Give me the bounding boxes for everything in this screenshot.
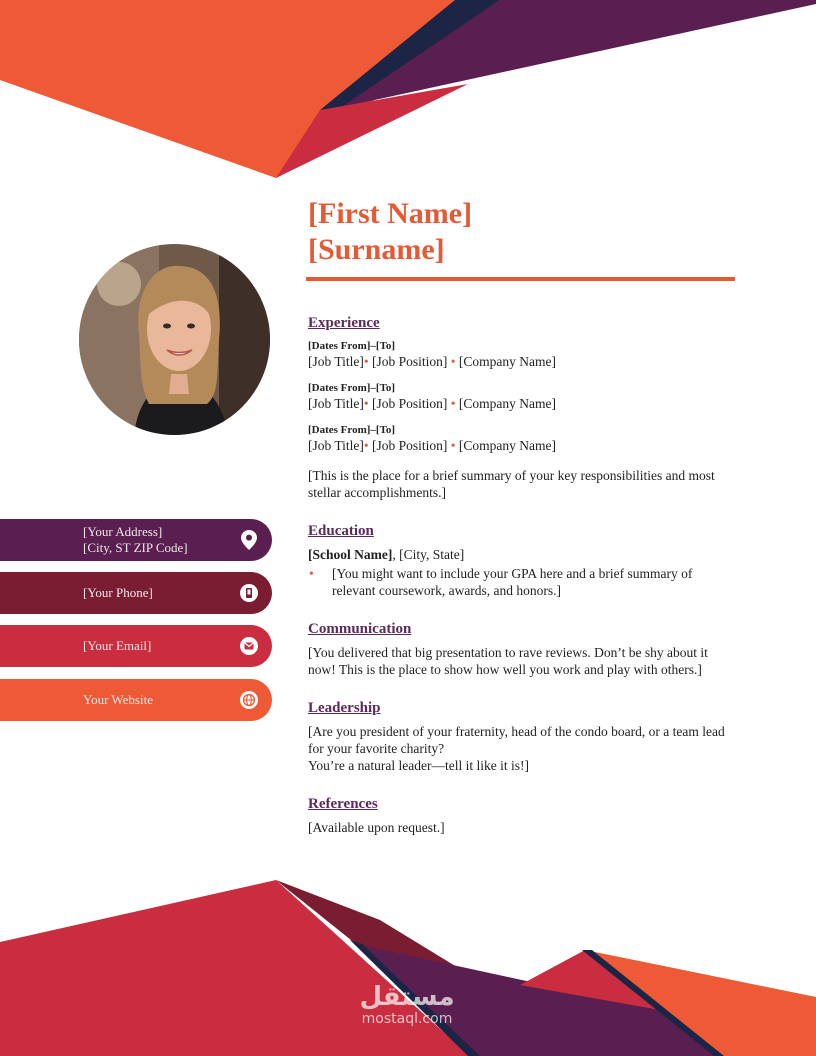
globe-icon: [240, 691, 258, 709]
email-icon: [240, 637, 258, 655]
location-pin-icon: [240, 531, 258, 549]
separator-dot: •: [450, 396, 456, 411]
contact-email-bar: [0, 625, 272, 667]
separator-dot: •: [363, 396, 369, 411]
experience-entry: [308, 424, 738, 454]
separator-dot: •: [363, 354, 369, 369]
separator-dot: •: [450, 354, 456, 369]
profile-photo: [79, 244, 270, 435]
watermark-arabic: مستقل: [359, 982, 455, 1012]
school-line: [308, 546, 738, 563]
address-text: [83, 524, 188, 556]
job-position: [Job Position]: [372, 438, 448, 453]
contact-phone-bar: [0, 572, 272, 614]
leadership-heading: Leadership: [308, 700, 381, 716]
company-name: [Company Name]: [458, 438, 556, 453]
full-name: [308, 196, 472, 268]
communication-text: [You delivered that big presentation to rave reviews. Don’t be shy about it now! This is the place to show how well you work and play with others.]: [308, 645, 708, 677]
references-text: [Available upon request.]: [308, 820, 445, 835]
surname: [Surname]: [308, 233, 445, 266]
experience-heading: Experience: [308, 315, 380, 331]
job-line: [308, 437, 738, 454]
name-underline-rule: [306, 277, 735, 281]
job-dates: [Dates From]–[To]: [308, 382, 396, 394]
company-name: [Company Name]: [458, 396, 556, 411]
education-heading: Education: [308, 523, 374, 539]
resume-content: [308, 313, 738, 836]
address-line-2: [City, ST ZIP Code]: [83, 540, 188, 555]
job-title: [Job Title]: [308, 438, 364, 453]
phone-icon: [240, 584, 258, 602]
school-location: , [City, State]: [392, 547, 465, 562]
references-heading: References: [308, 796, 378, 812]
job-title: [Job Title]: [308, 354, 364, 369]
experience-entry: [308, 382, 738, 412]
contact-address-bar: [0, 519, 272, 561]
education-bullet: • [You might want to include your GPA here and a brief summary of relevant coursework, awards, and honors.]: [332, 565, 738, 599]
job-position: [Job Position]: [372, 396, 448, 411]
address-line-1: [Your Address]: [83, 524, 163, 539]
contact-website-bar: [0, 679, 272, 721]
job-position: [Job Position]: [372, 354, 448, 369]
experience-entry: [308, 340, 738, 370]
job-line: [308, 395, 738, 412]
job-line: [308, 353, 738, 370]
phone-text: [Your Phone]: [83, 585, 153, 600]
leadership-text-2: You’re a natural leader—tell it like it is!]: [308, 758, 529, 773]
job-title: [Job Title]: [308, 396, 364, 411]
experience-summary: [This is the place for a brief summary of your key responsibilities and most stellar accomplishments.]: [308, 468, 715, 500]
separator-dot: •: [450, 438, 456, 453]
job-dates: [Dates From]–[To]: [308, 340, 396, 352]
company-name: [Company Name]: [458, 354, 556, 369]
watermark: [352, 983, 462, 1027]
education-bullets: [308, 565, 738, 599]
email-text: [Your Email]: [83, 638, 152, 653]
watermark-latin: mostaql.com: [361, 1011, 453, 1027]
leadership-text-1: [Are you president of your fraternity, head of the condo board, or a team lead for your favorite charity?: [308, 724, 725, 756]
website-text: Your Website: [83, 692, 153, 707]
first-name: [First Name]: [308, 197, 473, 230]
separator-dot: •: [363, 438, 369, 453]
school-name: [School Name]: [308, 547, 393, 562]
communication-heading: Communication: [308, 621, 412, 637]
job-dates: [Dates From]–[To]: [308, 424, 396, 436]
